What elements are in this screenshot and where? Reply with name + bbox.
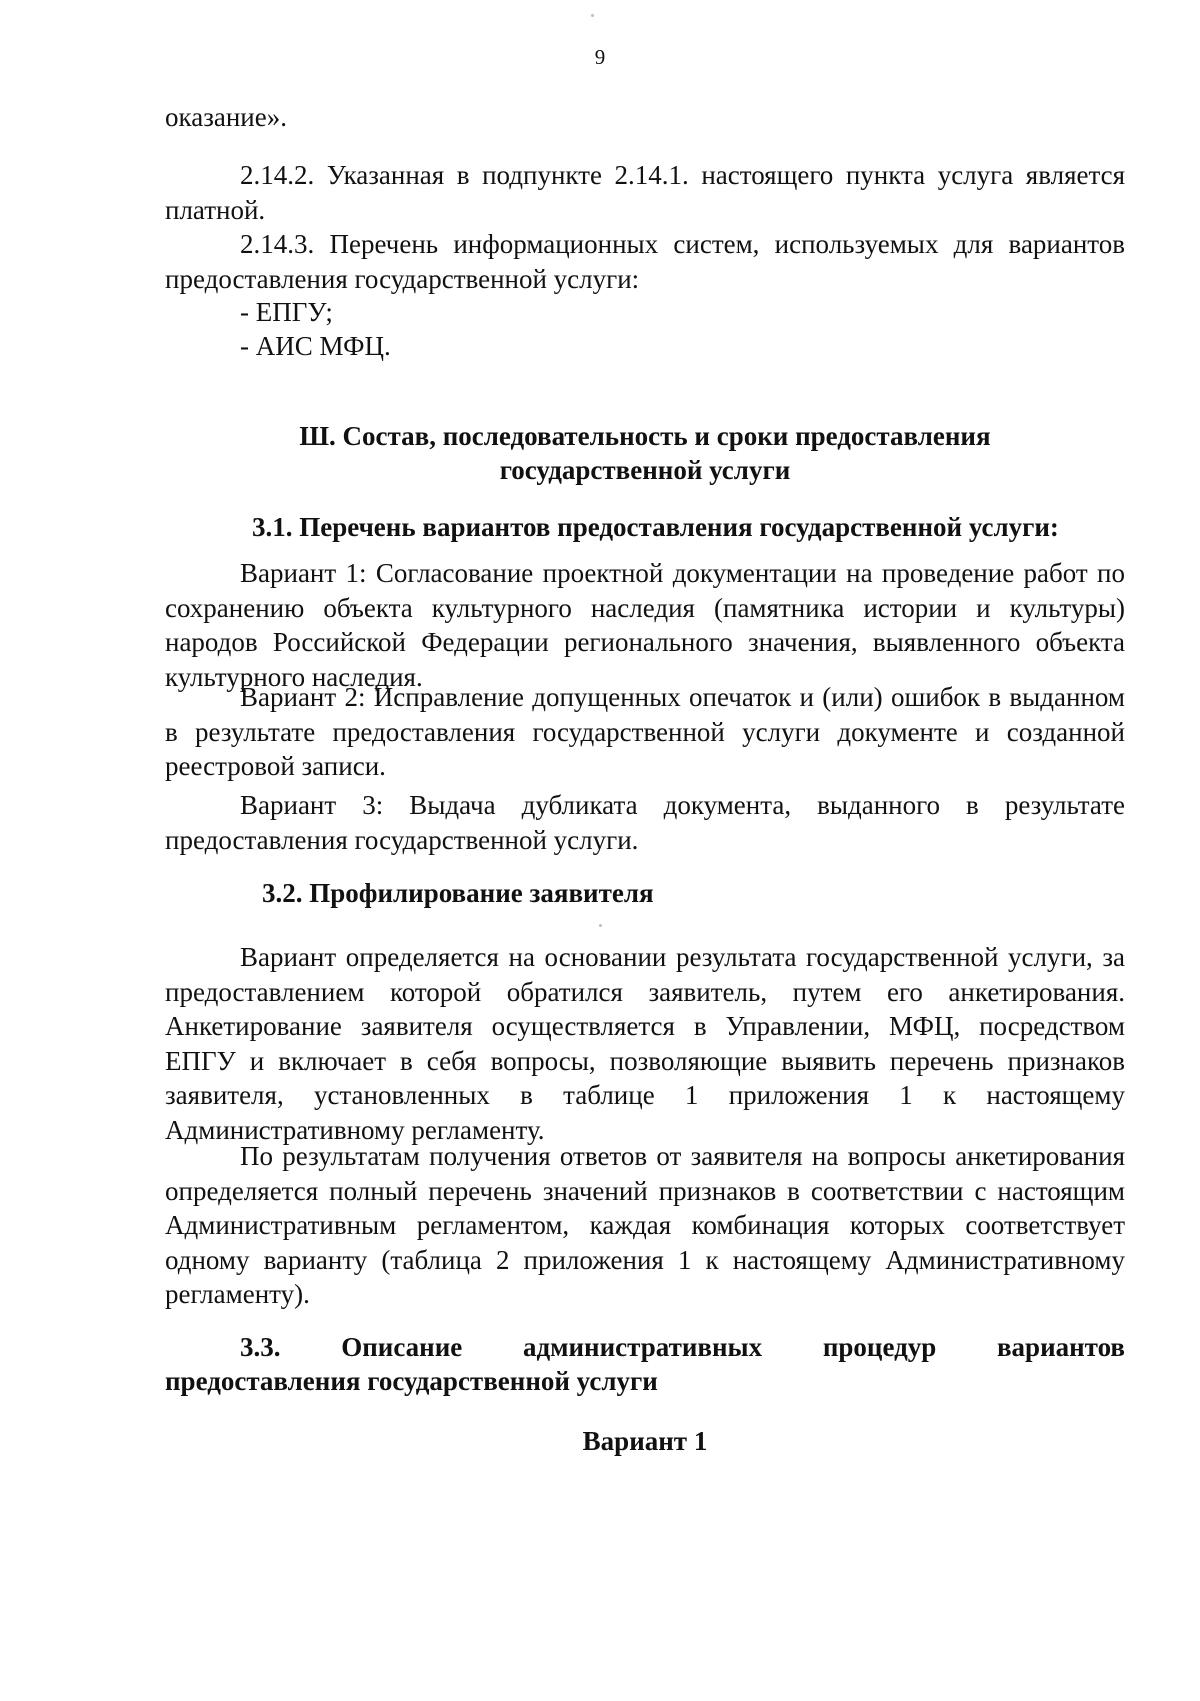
- page-number: 9: [594, 45, 606, 69]
- scan-speck: [591, 14, 594, 17]
- variant-2-paragraph: Вариант 2: Исправление допущенных опечаток и (или) ошибок в выданном в результате предоставления государственной услуги документе и созданной реестровой записи.: [165, 682, 1125, 781]
- variant-1-heading: Вариант 1: [582, 1426, 708, 1456]
- paragraph-2-14-3: 2.14.3. Перечень информационных систем, используемых для вариантов предоставления государственной услуги:: [165, 229, 1125, 294]
- intro-line: оказание».: [165, 102, 287, 132]
- variant-1-paragraph: Вариант 1: Согласование проектной документации на проведение работ по сохранению объекта культурного наследия (памятника истории и культуры) народов Российской Федерации регионального значения, выявленного объекта культурного наследия.: [165, 558, 1125, 692]
- profiling-paragraph-1: Вариант определяется на основании результата государственной услуги, за предоставлением которой обратился заявитель, путем его анкетирования. Анкетирование заявителя осуществляется в Управлении, МФЦ, посредством ЕПГУ и включает в себя вопросы, позволяющие выявить перечень признаков заявителя, установленных в таблице 1 приложения 1 к настоящему Административному регламенту.: [165, 942, 1125, 1145]
- scan-speck: [599, 924, 602, 927]
- paragraph-2-14-2: 2.14.2. Указанная в подпункте 2.14.1. настоящего пункта услуга является платной.: [165, 160, 1125, 225]
- subsection-3-3-title-line-1: 3.3. Описание административных процедур вариантов: [240, 1332, 1125, 1362]
- subsection-3-1-title: 3.1. Перечень вариантов предоставления государственной услуги:: [252, 512, 1059, 542]
- profiling-paragraph-2: По результатам получения ответов от заявителя на вопросы анкетирования определяется полный перечень значений признаков в соответствии с настоящим Административным регламентом, каждая комбинация которых соответствует одному варианту (таблица 2 приложения 1 к настоящему Административному регламенту).: [165, 1141, 1125, 1309]
- variant-3-paragraph: Вариант 3: Выдача дубликата документа, выданного в результате предоставления государственной услуги.: [165, 790, 1125, 855]
- section-title-line-1: Ш. Состав, последовательность и сроки предоставления: [299, 421, 991, 451]
- system-item-epgu: - ЕПГУ;: [240, 297, 333, 327]
- section-title-line-2: государственной услуги: [499, 455, 791, 485]
- subsection-3-2-title: 3.2. Профилирование заявителя: [262, 878, 654, 908]
- system-item-ais-mfc: - АИС МФЦ.: [240, 331, 391, 361]
- subsection-3-3-title-line-2: предоставления государственной услуги: [165, 1366, 658, 1396]
